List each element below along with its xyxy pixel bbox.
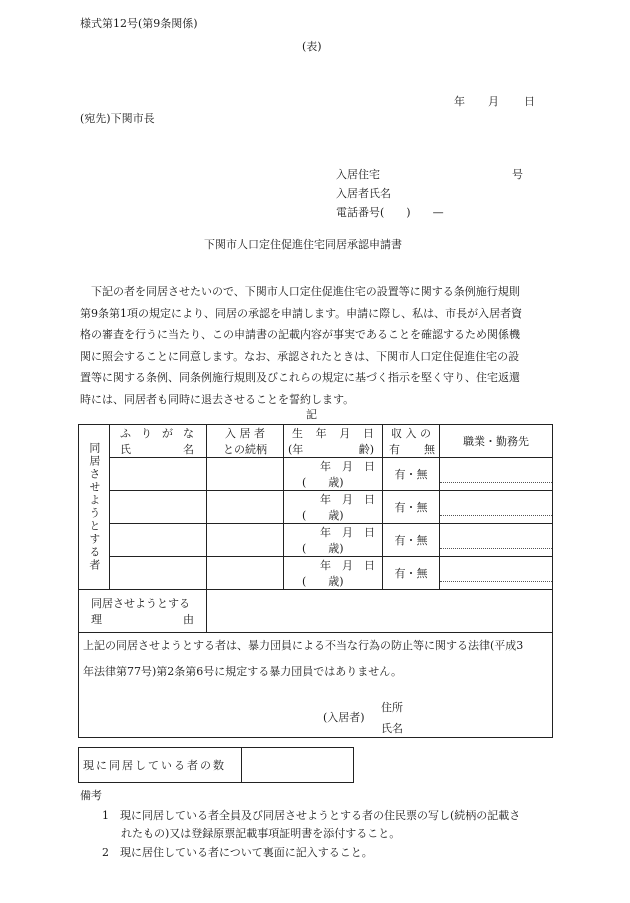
signature-address-label: 住所 xyxy=(381,701,403,714)
document-title: 下関市人口定住促進住宅同居承認申請書 xyxy=(204,238,402,251)
reason-input[interactable] xyxy=(207,590,553,633)
reason-label-cell: 同居させようとする 理 由 xyxy=(79,590,207,633)
relation-cell[interactable] xyxy=(207,458,284,491)
statement-line: 時には、同居者も同時に退去させることを誓約します。 xyxy=(80,392,355,406)
tenant-label: (入居者) xyxy=(323,711,365,724)
residence-suffix: 号 xyxy=(512,168,523,181)
current-count-label: 現に同居している者の数 xyxy=(79,748,242,782)
record-label: 記 xyxy=(306,408,317,421)
table-row xyxy=(79,458,553,491)
declaration-row xyxy=(79,633,553,738)
name-cell[interactable] xyxy=(110,458,207,491)
current-count-input[interactable] xyxy=(242,748,353,782)
note-line: 2 現に居住している者について裏面に記入すること。 xyxy=(102,846,373,859)
job-cell[interactable] xyxy=(440,524,553,557)
application-statement xyxy=(80,281,558,410)
header-job: 職業・勤務先 xyxy=(440,425,553,458)
reason-row xyxy=(79,590,553,633)
phone-label: 電話番号( ) — xyxy=(336,206,444,219)
current-count-box xyxy=(78,747,354,783)
declaration-line: 年法律第77号)第2条第6号に規定する暴力団員ではありません。 xyxy=(83,665,402,678)
birthdate-cell[interactable]: 年 月 日 ( 歳) xyxy=(284,557,383,590)
birthdate-cell[interactable]: 年 月 日 ( 歳) xyxy=(284,491,383,524)
declaration-cell xyxy=(79,633,553,738)
note-line: れたもの)又は登録原票記載事項証明書を添付すること。 xyxy=(121,827,401,840)
statement-line: 関に照会することに同意します。なお、承認されたときは、下関市人口定住促進住宅の設 xyxy=(80,349,520,363)
statement-line: 格の審査を行うに当たり、この申請書の記載内容が事実であることを確認するため関係機 xyxy=(80,328,520,342)
statement-line: 第9条第1項の規定により、同居の承認を申請します。申請に際し、私は、市長が入居者資 xyxy=(80,306,523,320)
name-cell[interactable] xyxy=(110,524,207,557)
residence-label: 入居住宅 xyxy=(336,168,380,181)
note-line: 1 現に同居している者全員及び同居させようとする者の住民票の写し(続柄の記載さ xyxy=(102,809,521,822)
name-cell[interactable] xyxy=(110,557,207,590)
notes-heading: 備考 xyxy=(80,789,102,802)
header-birthdate: 生 年 月 日 (年 齢) xyxy=(284,425,383,458)
row-group-cell xyxy=(79,425,110,590)
relation-cell[interactable] xyxy=(207,491,284,524)
income-cell[interactable]: 有・無 xyxy=(383,557,440,590)
income-cell[interactable]: 有・無 xyxy=(383,491,440,524)
relation-cell[interactable] xyxy=(207,524,284,557)
cohabitant-table xyxy=(78,424,553,738)
form-number: 様式第12号(第9条関係) xyxy=(80,17,198,30)
table-row xyxy=(79,524,553,557)
date-year: 年 xyxy=(454,95,465,108)
header-name: ふ り が な 氏 名 xyxy=(110,425,207,458)
side-label: (表) xyxy=(302,40,322,53)
relation-cell[interactable] xyxy=(207,557,284,590)
statement-line: 置等に関する条例、同条例施行規則及びこれらの規定に基づく指示を堅く守り、住宅返還 xyxy=(80,371,520,385)
addressee: (宛先)下関市長 xyxy=(80,112,155,125)
header-relation: 入 居 者 との続柄 xyxy=(207,425,284,458)
birthdate-cell[interactable]: 年 月 日 ( 歳) xyxy=(284,458,383,491)
table-row xyxy=(79,557,553,590)
statement-line: 下記の者を同居させたいので、下関市人口定住促進住宅の設置等に関する条例施行規則 xyxy=(80,285,520,298)
signature-name-label: 氏名 xyxy=(381,722,403,735)
income-cell[interactable]: 有・無 xyxy=(383,458,440,491)
income-cell[interactable]: 有・無 xyxy=(383,524,440,557)
birthdate-cell[interactable]: 年 月 日 ( 歳) xyxy=(284,524,383,557)
name-cell[interactable] xyxy=(110,491,207,524)
date-day: 日 xyxy=(524,95,535,108)
declaration-line: 上記の同居させようとする者は、暴力団員による不当な行為の防止等に関する法律(平成3 xyxy=(83,639,524,652)
table-header-row xyxy=(79,425,553,458)
job-cell[interactable] xyxy=(440,491,553,524)
row-group-label: 同居させようとする者 xyxy=(87,442,101,572)
table-row xyxy=(79,491,553,524)
header-income: 収 入 の 有 無 xyxy=(383,425,440,458)
job-cell[interactable] xyxy=(440,458,553,491)
tenant-name-label: 入居者氏名 xyxy=(336,187,391,200)
date-month: 月 xyxy=(488,95,499,108)
job-cell[interactable] xyxy=(440,557,553,590)
